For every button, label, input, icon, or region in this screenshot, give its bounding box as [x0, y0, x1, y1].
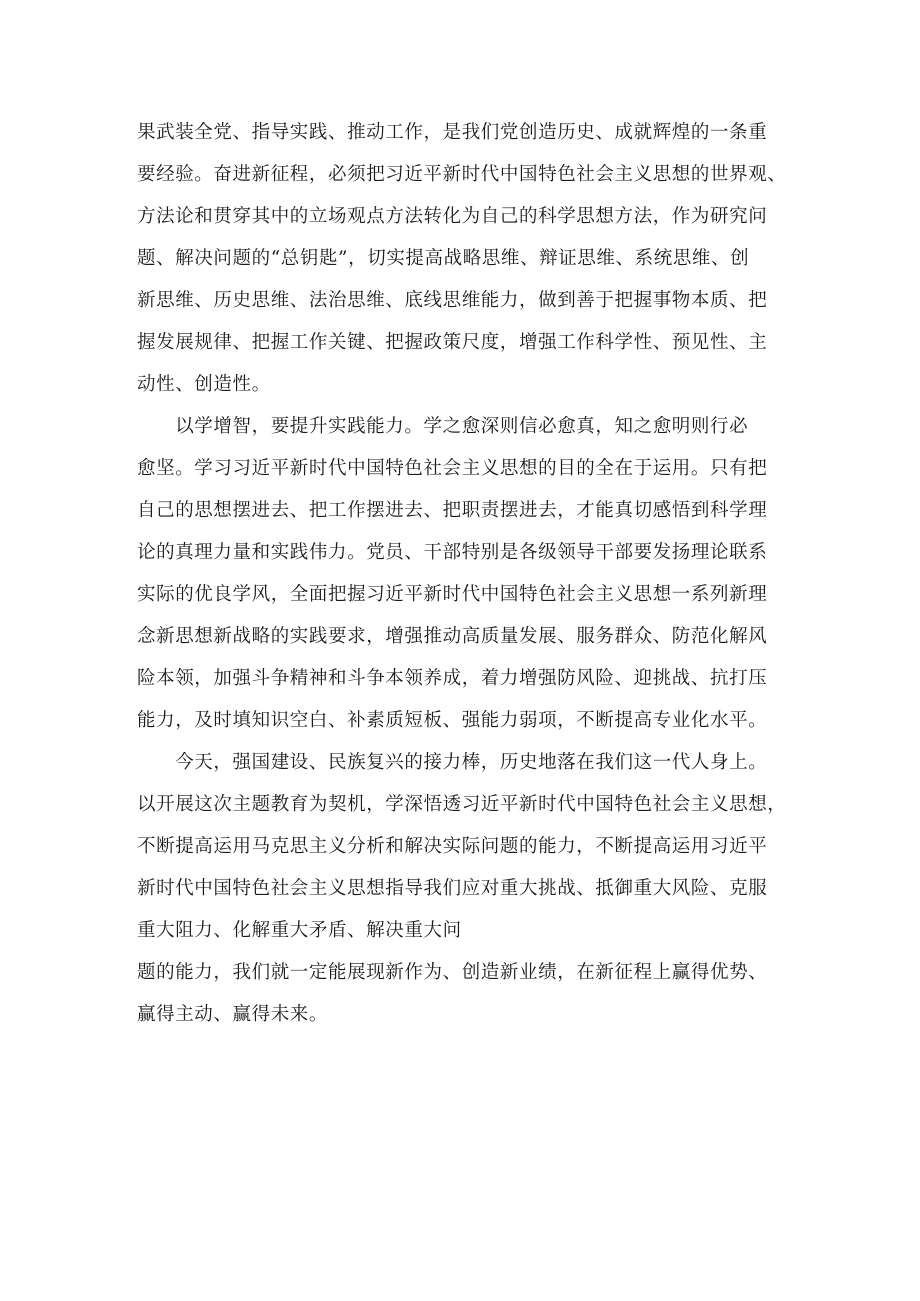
- text-line: 新思维、历史思维、法治思维、底线思维能力，做到善于把握事物本质、把: [137, 290, 768, 311]
- text-line: 题、解决问题的“总钥匙”，切实提高战略思维、辩证思维、系统思维、创: [137, 248, 750, 269]
- text-line: 题的能力，我们就一定能展现新作为、创造新业绩，在新征程上赢得优势、: [137, 962, 768, 983]
- text-line: 方法论和贯穿其中的立场观点方法转化为自己的科学思想方法，作为研究问: [137, 206, 768, 227]
- text-line: 自己的思想摆进去、把工作摆进去、把职责摆进去，才能真切感悟到科学理: [137, 500, 768, 521]
- text-line: 实际的优良学风，全面把握习近平新时代中国特色社会主义思想一系列新理: [137, 584, 768, 605]
- text-line: 不断提高运用马克思主义分析和解决实际问题的能力，不断提高运用习近平: [137, 836, 768, 857]
- body-text: [137, 112, 797, 1036]
- text-line: 新时代中国特色社会主义思想指导我们应对重大挑战、抵御重大风险、克服: [137, 878, 768, 899]
- text-line: 念新思想新战略的实践要求，增强推动高质量发展、服务群众、防范化解风: [137, 626, 768, 647]
- text-line: 赢得主动、赢得未来。: [137, 1004, 329, 1025]
- text-line: 握发展规律、把握工作关键、把握政策尺度，增强工作科学性、预见性、主: [137, 332, 768, 353]
- text-line: 愈坚。学习习近平新时代中国特色社会主义思想的目的全在于运用。只有把: [137, 458, 768, 479]
- text-line: 果武装全党、指导实践、推动工作，是我们党创造历史、成就辉煌的一条重: [137, 122, 768, 143]
- text-line: 动性、创造性。: [137, 374, 271, 395]
- text-line: 论的真理力量和实践伟力。党员、干部特别是各级领导干部要发扬理论联系: [137, 542, 768, 563]
- text-line: 要经验。奋进新征程，必须把习近平新时代中国特色社会主义思想的世界观、: [137, 164, 787, 185]
- text-line: 今天，强国建设、民族复兴的接力棒，历史地落在我们这一代人身上。: [137, 752, 768, 773]
- text-line: 以学增智，要提升实践能力。学之愈深则信必愈真，知之愈明则行必: [137, 416, 749, 437]
- text-line: 能力，及时填知识空白、补素质短板、强能力弱项，不断提高专业化水平。: [137, 710, 768, 731]
- text-line: 以开展这次主题教育为契机，学深悟透习近平新时代中国特色社会主义思想，: [137, 794, 787, 815]
- text-line: 重大阻力、化解重大矛盾、解决重大问: [137, 920, 462, 941]
- text-line: 险本领，加强斗争精神和斗争本领养成，着力增强防风险、迎挑战、抗打压: [137, 668, 768, 689]
